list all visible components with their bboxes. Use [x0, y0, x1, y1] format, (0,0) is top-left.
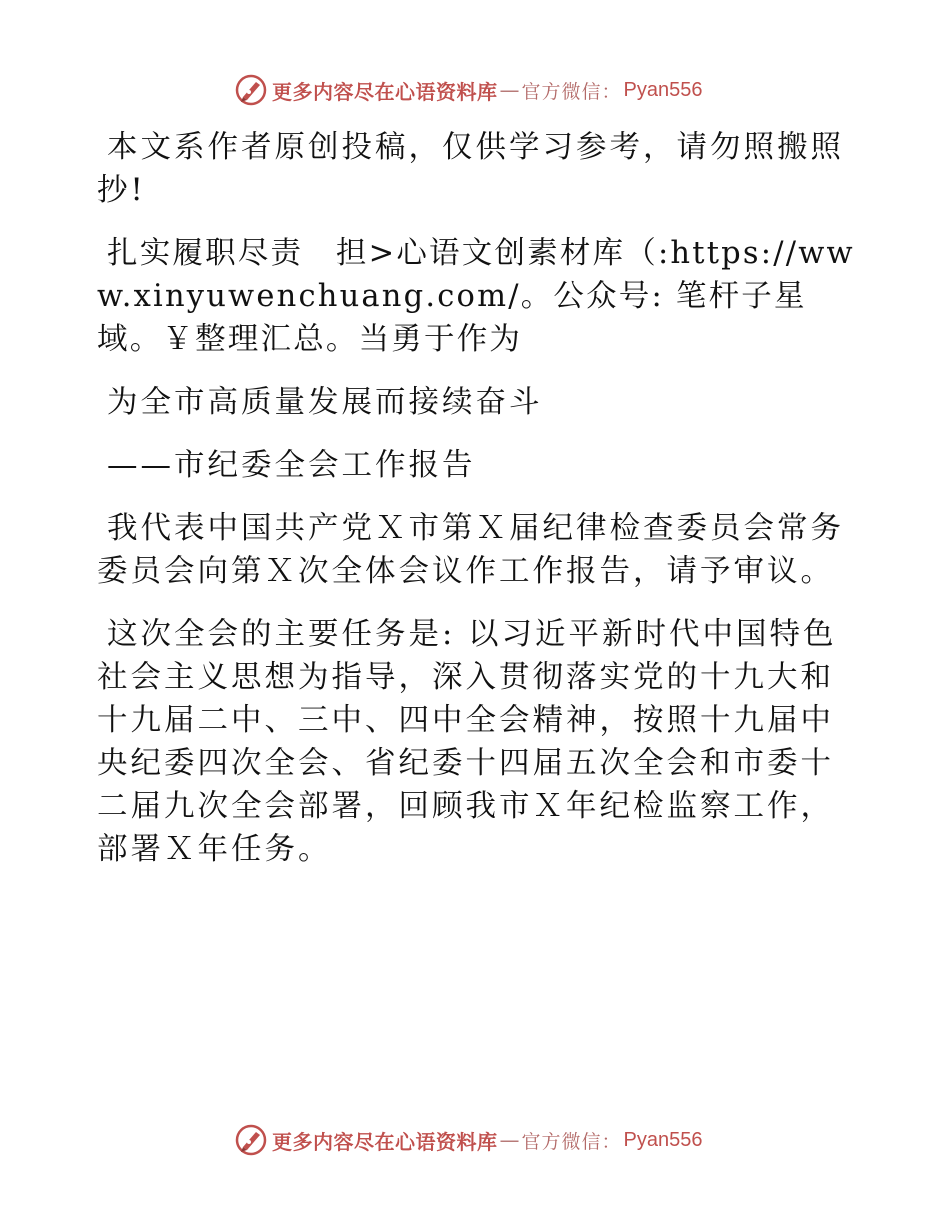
watermark-dash: — — [499, 78, 520, 102]
pen-logo-icon — [234, 73, 268, 107]
body-paragraph-1: 我代表中国共产党Ｘ市第Ｘ届纪律检查委员会常务委员会向第Ｘ次全体会议作工作报告，请予审议。 — [97, 511, 844, 589]
watermark-wechat-id: Pyan556 — [623, 1128, 703, 1151]
document-body — [97, 126, 857, 891]
body-paragraph-2: 这次全会的主要任务是: 以习近平新时代中国特色社会主义思想为指导，深入贯彻落实党的十九大和十九届二中、三中、四中全会精神，按照十九届中央纪委四次全会、省纪委十四届五次全会和市委十二届九次全会部署，回顾我市Ｘ年纪检监察工作，部署Ｘ年任务。 — [97, 617, 837, 867]
watermark-main-text: 更多内容尽在心语资料库 — [272, 79, 498, 104]
disclaimer-paragraph: 本文系作者原创投稿，仅供学习参考，请勿照搬照抄! — [97, 130, 844, 208]
watermark-official-label: 官方微信： — [521, 80, 622, 103]
report-title: 为全市高质量发展而接续奋斗 — [107, 385, 543, 420]
header-watermark — [234, 72, 702, 108]
watermark-official-label: 官方微信： — [521, 1130, 622, 1153]
pen-logo-icon — [234, 1123, 268, 1157]
watermark-dash: — — [499, 1128, 520, 1152]
watermark-wechat-id: Pyan556 — [623, 78, 703, 101]
watermark-main-text: 更多内容尽在心语资料库 — [272, 1129, 498, 1154]
footer-watermark — [234, 1122, 702, 1158]
source-paragraph: 扎实履职尽责 担>心语文创素材库（:https://www.xinyuwenchuang.com/。公众号: 笔杆子星域。￥整理汇总。当勇于作为 — [97, 236, 855, 357]
report-subtitle: ——市纪委全会工作报告 — [107, 448, 476, 483]
